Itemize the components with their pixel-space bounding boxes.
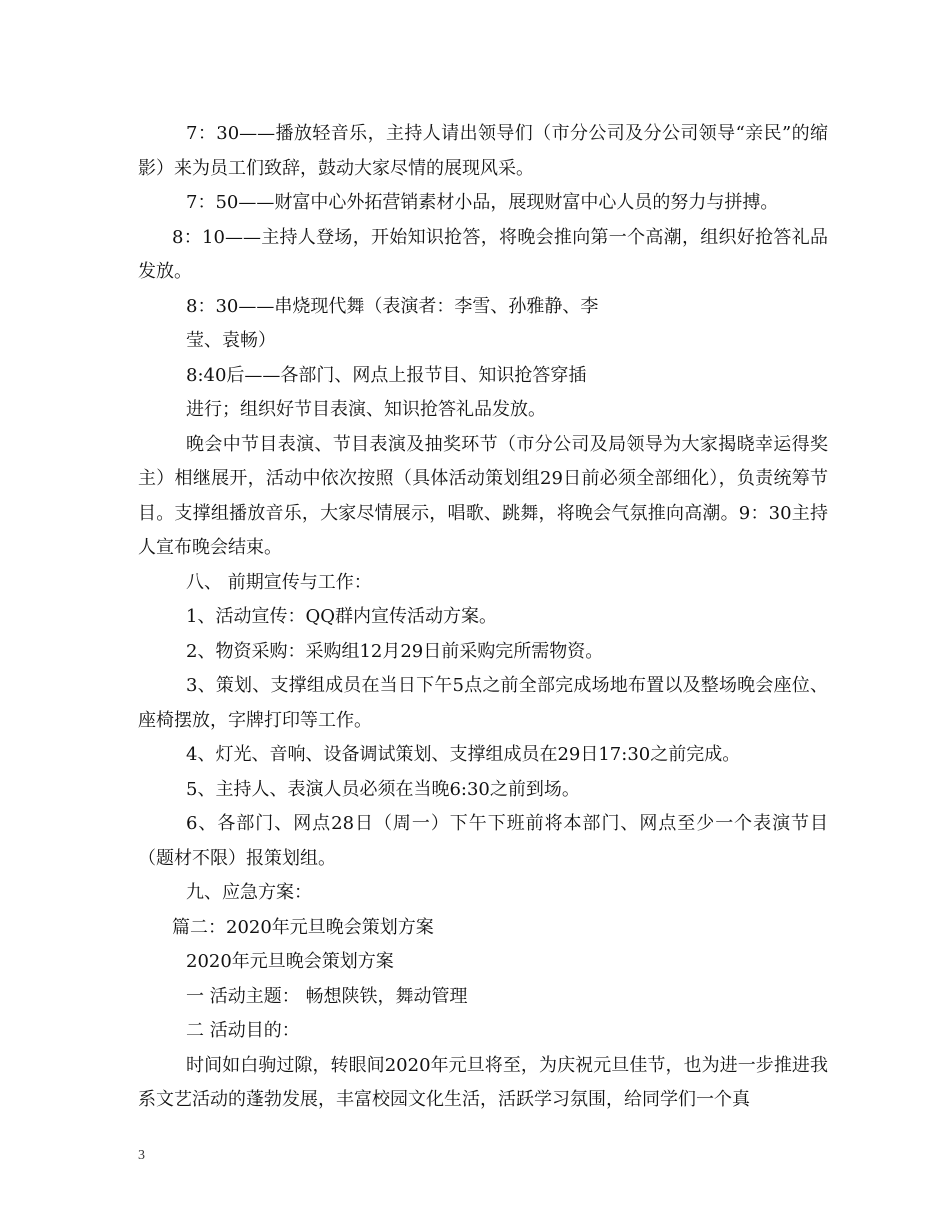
paragraph-schedule-840: 8:40后——各部门、网点上报节目、知识抢答穿插 xyxy=(186,364,587,386)
list-item-1: 1、活动宣传：QQ群内宣传活动方案。 xyxy=(186,606,497,627)
paragraph-program-flow: 晚会中节目表演、节目表演及抽奖环节（市分公司及局领导为大家揭晓幸运得奖主）相继展开，活动中依次按照（具体活动策划组29日前必须全部细化），负责统筹节目。支撑组播放音乐，大家尽情展示，唱歌、跳舞，将晚会气氛推向高潮。9：30主持人宣布晚会结束。 xyxy=(138,433,828,558)
list-item-5: 5、主持人、表演人员必须在当晚6:30之前到场。 xyxy=(186,778,580,800)
article-subtitle: 2020年元旦晚会策划方案 xyxy=(186,951,394,972)
paragraph-schedule-840-cont: 进行；组织好节目表演、知识抢答礼品发放。 xyxy=(186,399,546,420)
list-item-2: 2、物资采购：采购组12月29日前采购完所需物资。 xyxy=(186,640,604,662)
article-title-part2: 篇二：2020年元旦晚会策划方案 xyxy=(172,916,434,938)
page-body xyxy=(138,117,828,1118)
activity-theme: 一 活动主题： 畅想陕铁，舞动管理 xyxy=(186,985,468,1007)
section-heading-8: 八、 前期宣传与工作： xyxy=(186,571,372,593)
page-number: 3 xyxy=(138,1148,145,1163)
list-item-4: 4、灯光、音响、设备调试策划、支撑组成员在29日17:30之前完成。 xyxy=(186,744,741,765)
section-heading-9: 九、应急方案： xyxy=(186,882,312,903)
list-item-6: 6、各部门、网点28日（周一）下午下班前将本部门、网点至少一个表演节目（题材不限）报策划组。 xyxy=(138,813,828,869)
paragraph-schedule-750: 7：50——财富中心外拓营销素材小品，展现财富中心人员的努力与拼搏。 xyxy=(186,192,779,213)
paragraph-schedule-810: 8：10——主持人登场，开始知识抢答，将晚会推向第一个高潮，组织好抢答礼品发放。 xyxy=(138,226,828,282)
activity-purpose-text: 时间如白驹过隙，转眼间2020年元旦将至，为庆祝元旦佳节，也为进一步推进我系文艺活动的蓬勃发展，丰富校园文化生活，活跃学习氛围，给同学们一个真 xyxy=(138,1054,828,1110)
paragraph-schedule-830-cont: 莹、袁畅） xyxy=(186,330,276,351)
paragraph-schedule-730: 7：30——播放轻音乐，主持人请出领导们（市分公司及分公司领导“亲民”的缩影）来为员工们致辞，鼓动大家尽情的展现风采。 xyxy=(138,123,828,179)
paragraph-schedule-830: 8：30——串烧现代舞（表演者：李雪、孙雅静、李 xyxy=(186,295,599,317)
list-item-3: 3、策划、支撑组成员在当日下午5点之前全部完成场地布置以及整场晚会座位、座椅摆放，字牌打印等工作。 xyxy=(138,675,828,731)
activity-purpose-heading: 二 活动目的： xyxy=(186,1020,300,1041)
